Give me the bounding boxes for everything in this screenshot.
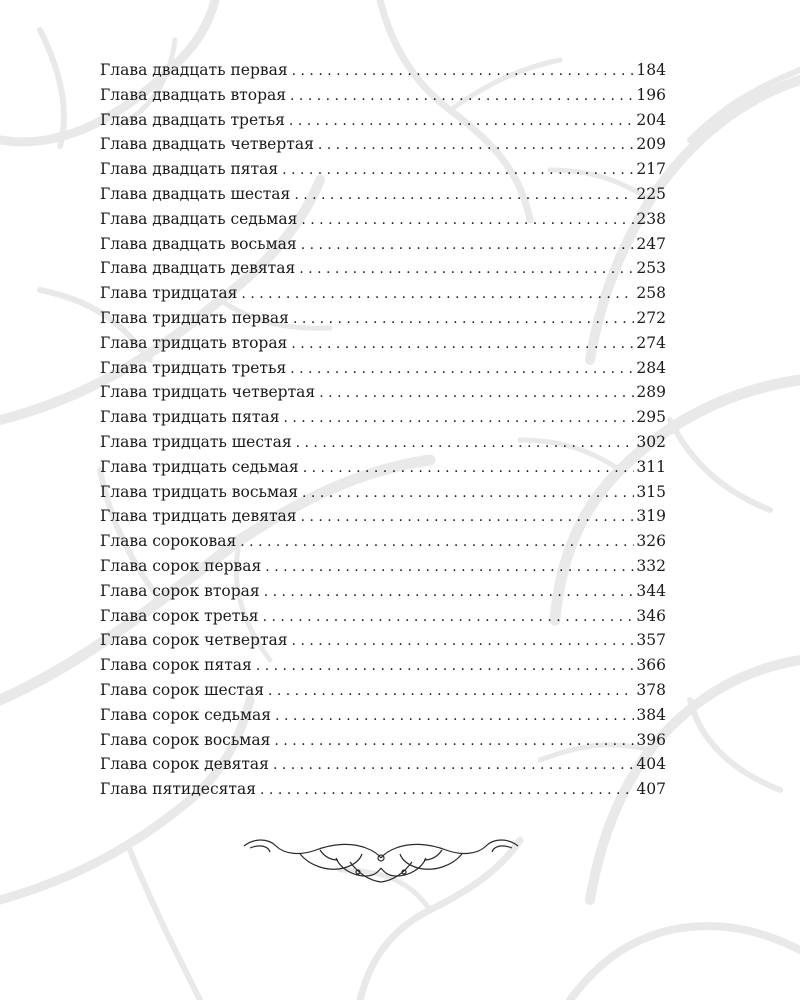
toc-dot-leader	[290, 357, 634, 381]
toc-dot-leader	[282, 158, 634, 182]
toc-entry	[100, 108, 666, 133]
toc-entry	[100, 281, 666, 306]
toc-entry-page-number: 319	[636, 507, 666, 526]
table-of-contents	[100, 58, 666, 802]
toc-entry-page-number: 378	[636, 680, 666, 699]
toc-entry-page-number: 384	[636, 705, 666, 724]
toc-dot-leader	[303, 456, 635, 480]
toc-entry-title: Глава тридцать седьмая	[100, 457, 299, 476]
toc-entry-page-number: 289	[636, 383, 666, 402]
toc-entry	[100, 83, 666, 108]
toc-entry-page-number: 295	[636, 408, 666, 427]
toc-entry-page-number: 225	[636, 184, 666, 203]
toc-dot-leader	[299, 257, 634, 281]
toc-dot-leader	[290, 84, 634, 108]
toc-entry-page-number: 253	[636, 259, 666, 278]
toc-entry-title: Глава двадцать четвертая	[100, 135, 314, 154]
toc-entry-page-number: 357	[636, 631, 666, 650]
toc-entry-title: Глава сорок первая	[100, 556, 262, 575]
toc-entry	[100, 256, 666, 281]
toc-entry-title: Глава сорок девятая	[100, 755, 269, 774]
toc-entry	[100, 405, 666, 430]
toc-entry-title: Глава двадцать первая	[100, 61, 288, 79]
toc-dot-leader	[291, 332, 634, 356]
toc-entry-title: Глава сорок седьмая	[100, 705, 272, 724]
toc-entry-title: Глава двадцать вторая	[100, 85, 287, 104]
floral-flourish-icon	[240, 832, 522, 884]
toc-entry	[100, 132, 666, 157]
toc-entry-title: Глава двадцать восьмая	[100, 234, 297, 253]
toc-entry-title: Глава тридцатая	[100, 284, 238, 303]
toc-entry-page-number: 247	[636, 234, 666, 253]
toc-dot-leader	[260, 778, 634, 802]
toc-entry	[100, 554, 666, 579]
toc-dot-leader	[240, 530, 634, 554]
toc-dot-leader	[293, 307, 634, 331]
toc-entry-page-number: 274	[636, 333, 666, 352]
toc-entry	[100, 306, 666, 331]
toc-dot-leader	[318, 133, 635, 157]
toc-entry-title: Глава пятидесятая	[100, 780, 257, 799]
toc-entry-title: Глава тридцать вторая	[100, 333, 288, 352]
toc-dot-leader	[264, 580, 635, 604]
toc-dot-leader	[274, 729, 634, 753]
toc-entry-title: Глава сорок восьмая	[100, 730, 271, 749]
toc-entry-page-number: 326	[636, 532, 666, 551]
toc-entry-title: Глава тридцать пятая	[100, 408, 280, 427]
toc-entry	[100, 752, 666, 777]
toc-entry-page-number: 196	[636, 85, 666, 104]
toc-entry	[100, 182, 666, 207]
toc-entry	[100, 157, 666, 182]
toc-dot-leader	[301, 505, 635, 529]
toc-entry-title: Глава тридцать восьмая	[100, 482, 299, 501]
toc-entry-title: Глава сорок четвертая	[100, 631, 288, 650]
toc-entry-title: Глава сорок шестая	[100, 680, 264, 699]
toc-entry	[100, 504, 666, 529]
toc-entry	[100, 455, 666, 480]
toc-entry-page-number: 204	[636, 110, 666, 129]
toc-entry-title: Глава сороковая	[100, 532, 237, 551]
toc-dot-leader	[294, 183, 634, 207]
toc-entry-page-number: 238	[636, 209, 666, 228]
toc-entry-page-number: 404	[636, 755, 666, 774]
toc-entry-title: Глава тридцать четвертая	[100, 383, 316, 402]
toc-entry	[100, 207, 666, 232]
toc-entry	[100, 58, 666, 83]
toc-entry-page-number: 396	[636, 730, 666, 749]
toc-entry	[100, 703, 666, 728]
toc-dot-leader	[319, 381, 634, 405]
toc-entry-title: Глава сорок вторая	[100, 581, 260, 600]
toc-entry-page-number: 332	[636, 556, 666, 575]
toc-entry-page-number: 315	[636, 482, 666, 501]
toc-entry-page-number: 217	[636, 160, 666, 179]
toc-entry-title: Глава тридцать шестая	[100, 432, 292, 451]
toc-entry	[100, 653, 666, 678]
toc-entry	[100, 579, 666, 604]
toc-entry-page-number: 302	[636, 432, 666, 451]
toc-dot-leader	[301, 208, 634, 232]
toc-entry	[100, 728, 666, 753]
toc-entry	[100, 678, 666, 703]
toc-entry-title: Глава двадцать шестая	[100, 184, 291, 203]
toc-dot-leader	[256, 654, 635, 678]
toc-dot-leader	[263, 605, 635, 629]
toc-dot-leader	[241, 282, 634, 306]
toc-entry-page-number: 344	[636, 581, 666, 600]
toc-entry	[100, 777, 666, 802]
toc-entry-title: Глава сорок третья	[100, 606, 259, 625]
toc-entry	[100, 628, 666, 653]
toc-entry-page-number: 407	[636, 780, 666, 799]
toc-dot-leader	[301, 233, 635, 257]
toc-dot-leader	[302, 481, 634, 505]
toc-entry	[100, 480, 666, 505]
toc-entry	[100, 380, 666, 405]
toc-entry-title: Глава сорок пятая	[100, 656, 252, 675]
toc-entry-page-number: 209	[636, 135, 666, 154]
toc-entry	[100, 430, 666, 455]
toc-dot-leader	[273, 753, 634, 777]
toc-entry-title: Глава двадцать третья	[100, 110, 285, 129]
toc-dot-leader	[275, 704, 634, 728]
toc-dot-leader	[268, 679, 634, 703]
toc-dot-leader	[283, 406, 634, 430]
toc-entry-title: Глава тридцать девятая	[100, 507, 297, 526]
toc-dot-leader	[265, 555, 634, 579]
toc-entry	[100, 232, 666, 257]
toc-dot-leader	[292, 629, 635, 653]
toc-entry-page-number: 284	[636, 358, 666, 377]
toc-entry-title: Глава двадцать пятая	[100, 160, 279, 179]
toc-entry-page-number: 184	[636, 61, 666, 79]
toc-entry	[100, 356, 666, 381]
toc-entry-page-number: 311	[636, 457, 666, 476]
toc-entry-title: Глава двадцать девятая	[100, 259, 296, 278]
toc-dot-leader	[292, 59, 635, 83]
toc-entry-page-number: 272	[636, 308, 666, 327]
toc-entry-title: Глава двадцать седьмая	[100, 209, 298, 228]
toc-entry	[100, 331, 666, 356]
toc-entry	[100, 604, 666, 629]
toc-entry	[100, 529, 666, 554]
toc-entry-page-number: 258	[636, 284, 666, 303]
toc-dot-leader	[296, 431, 635, 455]
toc-dot-leader	[289, 109, 634, 133]
toc-entry-page-number: 366	[636, 656, 666, 675]
toc-entry-page-number: 346	[636, 606, 666, 625]
toc-entry-title: Глава тридцать первая	[100, 308, 289, 327]
toc-entry-title: Глава тридцать третья	[100, 358, 287, 377]
